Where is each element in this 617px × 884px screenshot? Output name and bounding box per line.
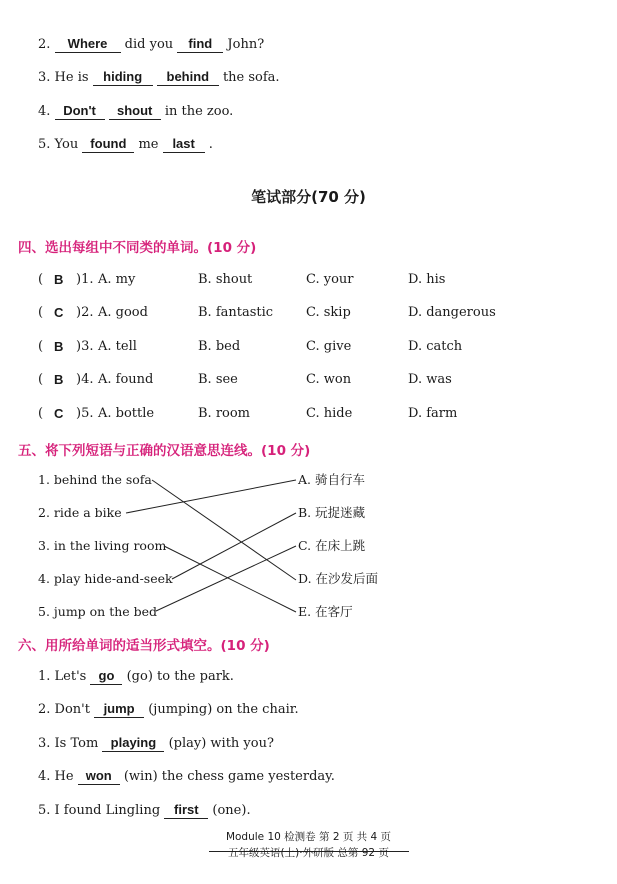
choice-answer: C: [54, 406, 64, 421]
match-left-1: 1. behind the sofa: [38, 472, 152, 487]
footer-line-1: Module 10 检测卷 第 2 页 共 4 页: [225, 831, 392, 843]
choice-answer: B: [54, 372, 64, 387]
answer-blank: behind: [157, 69, 219, 86]
match-line-1-d: [152, 480, 296, 580]
section4-heading: 四、选出每组中不同类的单词。(10 分): [18, 240, 257, 256]
answer-blank: find: [177, 36, 223, 53]
match-left-2: 2. ride a bike: [38, 505, 122, 520]
choice-answer: B: [54, 339, 64, 354]
answer-blank: jump: [94, 701, 144, 718]
answer-blank: shout: [109, 103, 161, 120]
section6-heading: 六、用所给单词的适当形式填空。(10 分): [18, 638, 270, 654]
fill-line-3: 3. He is hiding behind the sofa.: [38, 69, 280, 85]
answer-blank: first: [164, 802, 208, 819]
match-line-3-e: [164, 546, 296, 612]
section5-heading: 五、将下列短语与正确的汉语意思连线。(10 分): [18, 443, 311, 459]
form-line-3: 3. Is Tom playing (play) with you?: [38, 735, 274, 751]
form-line-2: 2. Don't jump (jumping) on the chair.: [38, 701, 299, 717]
answer-blank: go: [90, 668, 122, 685]
answer-blank: found: [82, 136, 134, 153]
answer-blank: Where: [55, 36, 121, 53]
fill-line-4: 4. Don't shout in the zoo.: [38, 103, 234, 119]
choice-row-1: ( B )1. A. my B. shout C. your D. his: [38, 270, 598, 290]
choice-row-3: ( B )3. A. tell B. bed C. give D. catch: [38, 337, 598, 357]
answer-blank: playing: [102, 735, 164, 752]
fill-line-2: 2. Where did you find John?: [38, 36, 265, 52]
match-right-a: A. 骑自行车: [298, 472, 365, 487]
footer-line-2: 五年级英语(上)·外研版 总第 92 页: [228, 847, 389, 859]
match-line-2-a: [126, 480, 296, 513]
match-left-5: 5. jump on the bed: [38, 604, 158, 619]
match-left-4: 4. play hide-and-seek: [38, 571, 173, 586]
choice-row-5: ( C )5. A. bottle B. room C. hide D. farm: [38, 404, 598, 424]
match-right-d: D. 在沙发后面: [298, 571, 379, 586]
choice-row-2: ( C )2. A. good B. fantastic C. skip D. dangerous: [38, 303, 598, 323]
form-line-1: 1. Let's go (go) to the park.: [38, 668, 234, 684]
answer-blank: hiding: [93, 69, 153, 86]
match-right-e: E. 在客厅: [298, 604, 353, 619]
match-right-c: C. 在床上跳: [298, 538, 366, 553]
match-right-b: B. 玩捉迷藏: [298, 505, 366, 520]
form-line-4: 4. He won (win) the chess game yesterday.: [38, 768, 335, 784]
choice-answer: B: [54, 272, 64, 287]
form-line-5: 5. I found Lingling first (one).: [38, 802, 251, 818]
part-title: 笔试部分(70 分): [251, 188, 366, 206]
match-left-3: 3. in the living room: [38, 538, 167, 553]
match-line-4-b: [172, 513, 296, 579]
choice-row-4: ( B )4. A. found B. see C. won D. was: [38, 370, 598, 390]
answer-blank: Don't: [55, 103, 105, 120]
fill-line-5: 5. You found me last .: [38, 136, 213, 152]
answer-blank: last: [163, 136, 205, 153]
choice-answer: C: [54, 305, 64, 320]
answer-blank: won: [78, 768, 120, 785]
